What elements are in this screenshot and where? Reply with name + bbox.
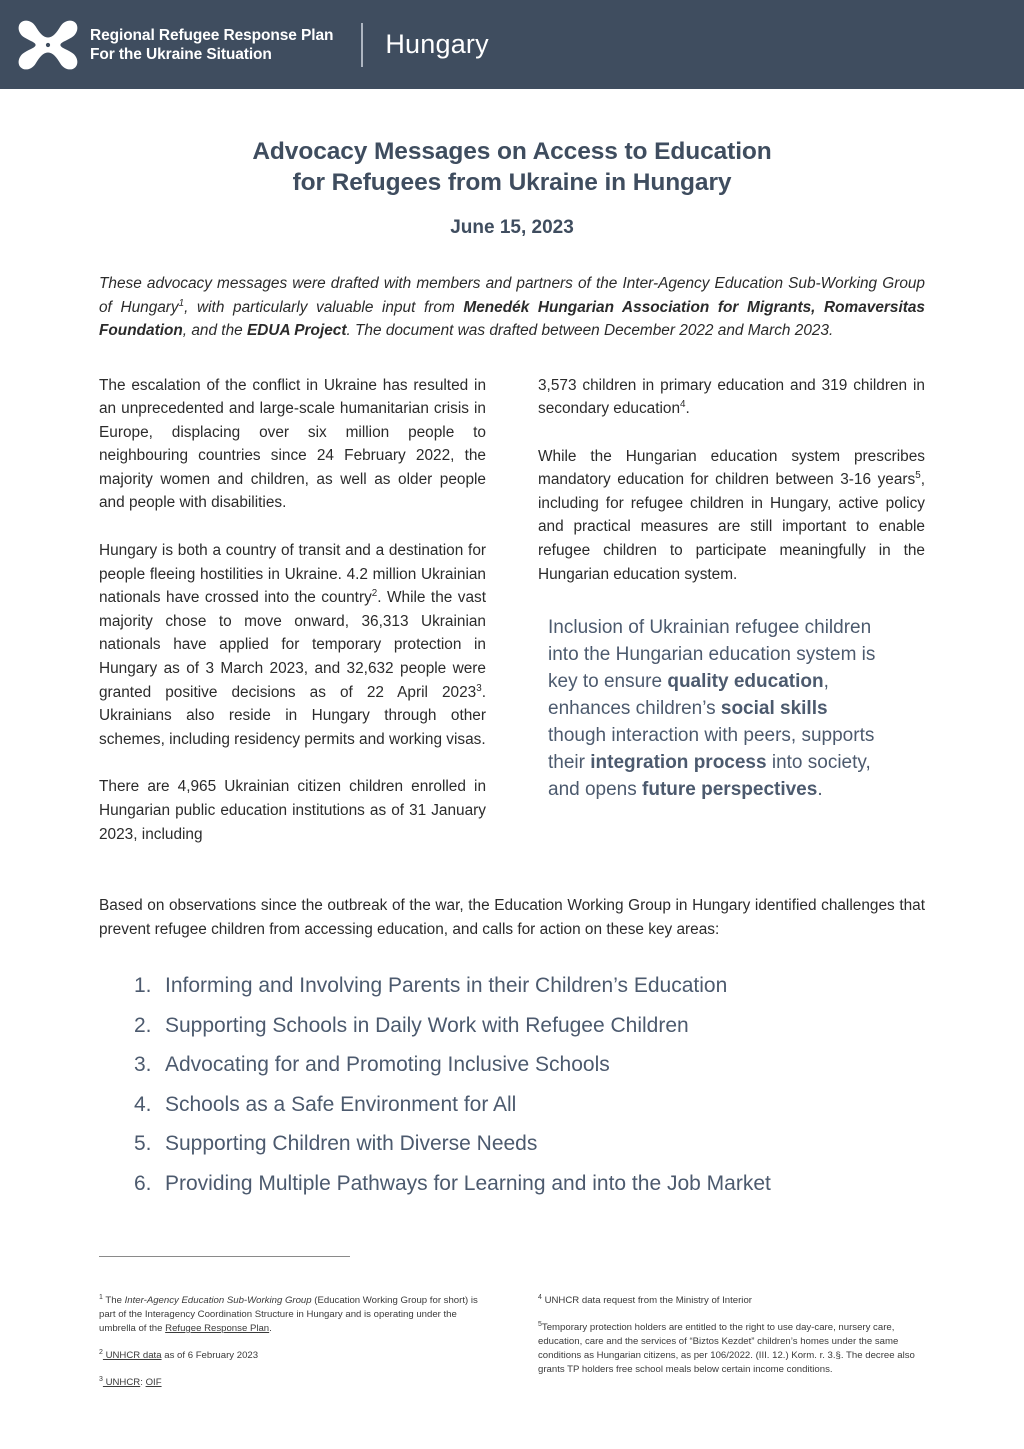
pull-quote-text-a: Inclusion of Ukrainian refugee children into the Hungarian education system is key to ensure [548,617,876,693]
intro-project-name: EDUA Project [246,322,347,339]
document-date: June 15, 2023 [450,217,574,238]
footnote-1-text-a: The [102,1295,125,1306]
banner-divider [361,23,363,67]
footnote-separator [99,1256,350,1257]
intro-footnote-ref-1: 1 [178,297,185,309]
list-item [134,1013,925,1039]
list-item-label: Supporting Schools in Daily Work with Refugee Children [165,1013,689,1037]
left-p2-text-a: Hungary is both a country of transit and a destination for people fleeing hostilities in Ukraine. 4.2 million Ukrainian nationals have crossed into the country [99,542,486,607]
right-p2-text-a: While the Hungarian education system prescribes mandatory education for children between 3-16 years [538,447,925,489]
left-paragraph-1: The escalation of the conflict in Ukraine has resulted in an unprecedented and large-scale humanitarian crisis in Europe, displacing over six million people to neighbouring countries since 24 February 2022, the majority women and children, as well as older people and people with disabilities. [99,376,486,512]
intro-text-2: , with particularly valuable input from [184,298,464,316]
footnotes-right-column [538,1294,925,1390]
right-paragraph-2 [538,445,925,587]
list-item [134,1092,925,1118]
key-areas-leadin: Based on observations since the outbreak of the war, the Education Working Group in Hungary identified challenges that prevent refugee children from accessing education, and calls for action on these key areas: [99,897,925,938]
footnote-2-link-unhcr-data[interactable]: UNHCR data [102,1350,162,1361]
footnote-1-marker: 1 [99,1293,103,1301]
list-item-number: 4. [134,1092,152,1116]
document-body [0,89,1024,1388]
footnotes-section [0,1294,1024,1390]
two-column-section [99,374,925,847]
footnote-1 [99,1294,486,1336]
footnote-1-text-c: . [269,1323,272,1334]
footnote-1-text-b: (Education Working Group for short) is part of the Interagency Coordination Structure in Hungary and is operating under the umbrella of the [99,1295,478,1334]
footnote-ref-2: 2 [371,588,378,600]
footnotes-columns [99,1294,925,1390]
pull-quote-text-f: . [817,779,823,801]
list-item-label: Providing Multiple Pathways for Learning and into the Job Market [165,1171,771,1195]
footnote-3 [99,1376,486,1390]
pull-quote-highlight-integration-process: integration process [590,752,767,774]
left-paragraph-2 [99,539,486,751]
footnote-1-group-name: Inter-Agency Education Sub-Working Group [124,1295,312,1306]
intro-text-4: . The document was drafted between December 2022 and March 2023. [346,322,834,339]
footnote-5 [538,1321,925,1377]
logo-wordmark-line2: For the Ukraine Situation [90,45,272,63]
intro-text-1: These advocacy messages were drafted with members and partners of the Inter-Agency Education Sub-Working Group of Hungary [99,275,925,316]
footnote-5-marker: 5 [538,1320,542,1328]
left-column [99,374,486,847]
intro-text-3: , and the [182,322,247,339]
right-column [538,374,925,847]
key-areas-list [134,973,925,1197]
footnote-4 [538,1294,925,1308]
left-p2-text-b: . While the vast majority chose to move onward, 36,313 Ukrainian nationals have applied for temporary protection in Hungary as of 3 March 2023, and 32,632 people were granted positive decisions as of 22 April 2023 [99,589,486,701]
footnote-2 [99,1349,486,1363]
footnote-3-link-unhcr[interactable]: UNHCR [102,1377,141,1388]
intro-paragraph [99,272,925,343]
footnote-5-text: Temporary protection holders are entitled to the right to use day-care, nursery care, education, care and the services of “Biztos Kezdet” children’s homes under the same conditions as Hungarian citizens, as per 106/2022. (III. 12.) Korm. r. 3.§. The decree also grants TP holders free school meals below certain income conditions. [538,1322,915,1375]
banner-content [0,14,489,76]
right-paragraph-1 [538,374,925,421]
right-p1-text-b: . [685,400,690,418]
logo-wordmark-line1: Regional Refugee Response Plan [90,26,334,44]
footnote-3-separator: : [140,1377,146,1388]
footnote-2-marker: 2 [99,1348,103,1356]
footnote-3-link-oif[interactable]: OIF [145,1377,162,1388]
list-item-label: Supporting Children with Diverse Needs [165,1132,538,1156]
list-item-label: Advocating for and Promoting Inclusive Schools [165,1053,610,1077]
footnote-4-marker: 4 [538,1293,542,1301]
footnotes-left-column [99,1294,486,1390]
list-item-label: Informing and Involving Parents in their Children’s Education [165,974,728,998]
page-header-banner [0,0,1024,89]
pull-quote-text-c: , enhances children’s [548,671,829,720]
list-item [134,1131,925,1157]
page-title [0,136,1024,198]
footnote-3-marker: 3 [99,1375,103,1383]
list-item-number: 1. [134,974,152,998]
list-item [134,1052,925,1078]
pull-quote-text-e: into society, and opens [548,752,871,801]
logo-wordmark [90,26,333,64]
footnote-1-link-refugee-response-plan[interactable]: Refugee Response Plan [165,1323,270,1334]
pull-quote-highlight-social-skills: social skills [720,698,828,720]
footnote-4-text: UNHCR data request from the Ministry of Interior [541,1295,752,1306]
intro-partner-names: Menedék Hungarian Association for Migrants, Romaversitas Foundation [99,298,925,339]
left-p2-text-c: . Ukrainians also reside in Hungary through other schemes, including residency permits and working visas. [99,683,486,748]
rrp-x-logo-icon [17,14,79,76]
list-item-label: Schools as a Safe Environment for All [165,1092,517,1116]
pull-quote-text-d: though interaction with peers, supports their [548,725,875,774]
footnote-ref-3: 3 [476,682,482,694]
left-paragraph-3: There are 4,965 Ukrainian citizen children enrolled in Hungarian public education institutions as of 31 January 2023, including [99,778,486,843]
pull-quote-highlight-quality-education: quality education [667,671,824,693]
footnote-2-text: as of 6 February 2023 [161,1350,259,1361]
banner-country-label: Hungary [385,29,489,59]
pull-quote-highlight-future-perspectives: future perspectives [642,779,818,801]
list-item-number: 2. [134,1013,152,1037]
list-item [134,973,925,999]
list-item-number: 3. [134,1053,152,1077]
list-item-number: 5. [134,1132,152,1156]
footnote-ref-4: 4 [680,398,686,410]
list-item [134,1171,925,1197]
list-item-number: 6. [134,1171,152,1195]
page-title-line2: for Refugees from Ukraine in Hungary [292,169,732,196]
pull-quote [548,614,888,803]
right-p2-text-b: , including for refugee children in Hungary, active policy and practical measures are still important to enable refugee children to participate meaningfully in the Hungarian education system. [538,471,925,583]
footnote-ref-5: 5 [915,470,921,482]
page-title-line1: Advocacy Messages on Access to Education [252,138,772,165]
right-p1-text-a: 3,573 children in primary education and 319 children in secondary education [538,376,925,418]
